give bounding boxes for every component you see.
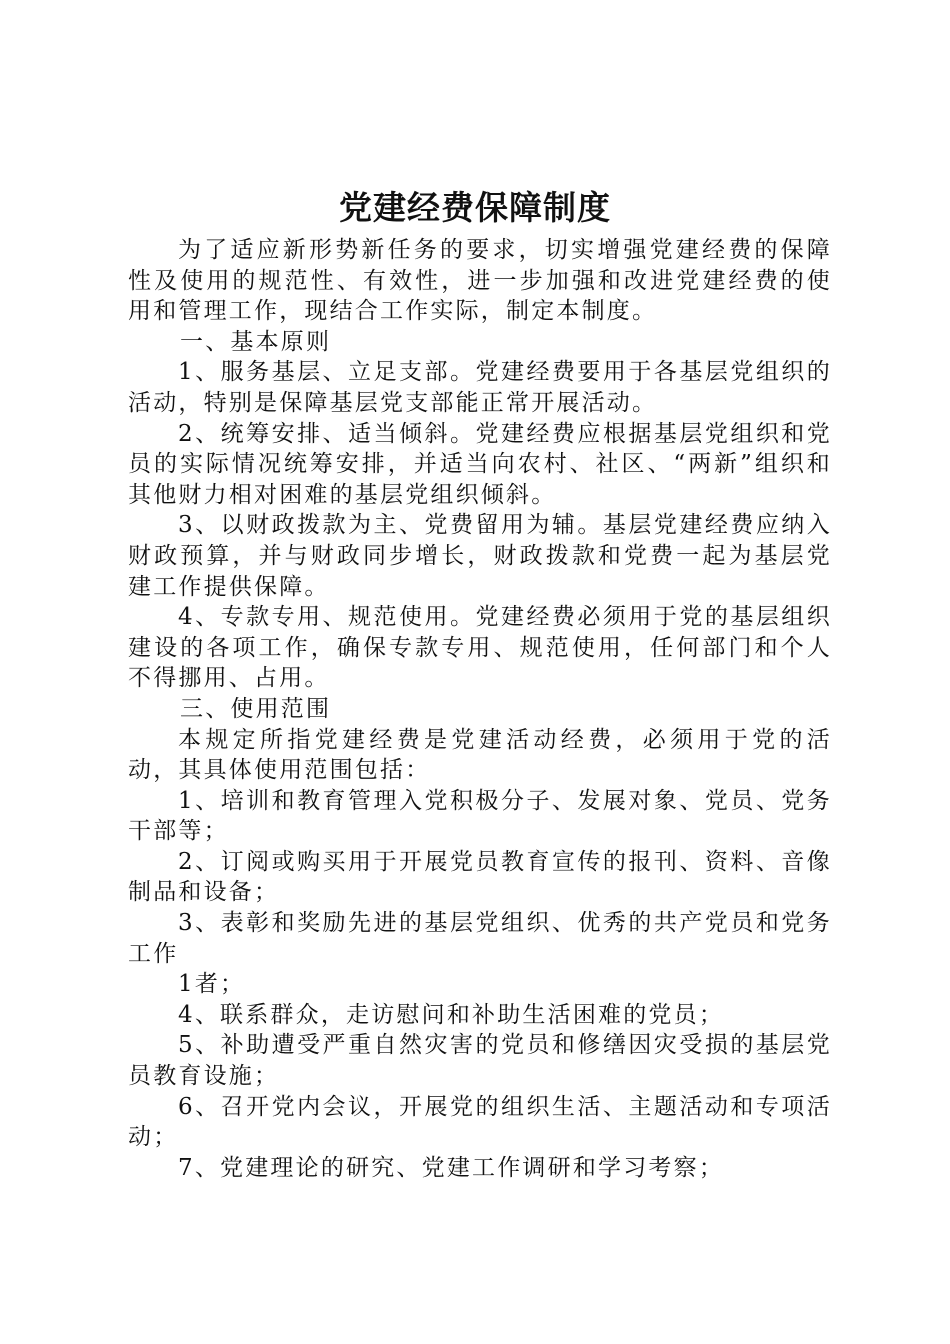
scope-item-4: 4、联系群众，走访慰问和补助生活困难的党员； [178, 1001, 725, 1028]
principle-2: 2、统筹安排、适当倾斜。党建经费应根据基层党组织和党员的实际情况统筹安排，并适当向农村、社区、“两新”组织和其他财力相对困难的基层党组织倾斜。 [128, 420, 832, 508]
document-body [128, 235, 832, 1183]
scope-item-3-continued: 1者； [178, 971, 246, 998]
scope-item-6: 6、召开党内会议，开展党的组织生活、主题活动和专项活动； [128, 1093, 832, 1151]
scope-intro: 本规定所指党建经费是党建活动经费，必须用于党的活动，其具体使用范围包括： [128, 726, 832, 784]
scope-item-5: 5、补助遭受严重自然灾害的党员和修缮因灾受损的基层党员教育设施； [128, 1032, 832, 1090]
scope-item-3: 3、表彰和奖励先进的基层党组织、优秀的共产党员和党务工作 [128, 910, 832, 967]
scope-item-7: 7、党建理论的研究、党建工作调研和学习考察； [178, 1154, 725, 1181]
scope-item-1: 1、培训和教育管理入党积极分子、发展对象、党员、党务干部等； [128, 787, 832, 845]
section-heading-basic-principles: 一、基本原则 [180, 328, 332, 355]
document-title: 党建经费保障制度 [339, 188, 611, 227]
intro-paragraph: 为了适应新形势新任务的要求，切实增强党建经费的保障性及使用的规范性、有效性，进一步加强和改进党建经费的使用和管理工作，现结合工作实际，制定本制度。 [128, 237, 832, 325]
principle-4: 4、专款专用、规范使用。党建经费必须用于党的基层组织建设的各项工作，确保专款专用、规范使用，任何部门和个人不得挪用、占用。 [128, 604, 832, 692]
section-heading-usage-scope: 三、使用范围 [180, 695, 332, 722]
principle-3: 3、以财政拨款为主、党费留用为辅。基层党建经费应纳入财政预算，并与财政同步增长，财政拨款和党费一起为基层党建工作提供保障。 [128, 512, 832, 600]
principle-1: 1、服务基层、立足支部。党建经费要用于各基层党组织的活动，特别是保障基层党支部能正常开展活动。 [128, 359, 832, 416]
scope-item-2: 2、订阅或购买用于开展党员教育宣传的报刊、资料、音像制品和设备； [128, 848, 832, 906]
